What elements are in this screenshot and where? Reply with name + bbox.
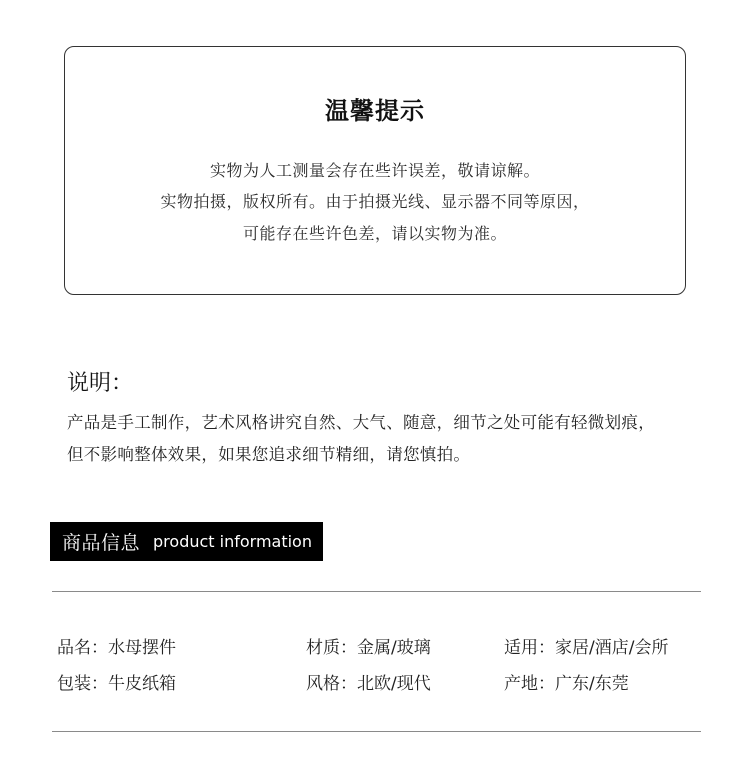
spec-origin: 产地：广东/东莞	[504, 674, 629, 694]
product-info-title-cn: 商品信息	[62, 532, 141, 554]
divider-bottom	[52, 731, 701, 732]
spec-name: 品名：水母摆件	[57, 638, 176, 658]
notice-line-3: 可能存在些许色差，请以实物为准。	[242, 224, 507, 243]
divider-top	[52, 591, 701, 592]
product-info-title-en: product information	[153, 532, 312, 551]
notice-line-2: 实物拍摄，版权所有。由于拍摄光线、显示器不同等原因，	[160, 192, 590, 211]
notice-box	[64, 46, 686, 295]
spec-material: 材质：金属/玻璃	[306, 638, 431, 658]
description-heading: 说明：	[67, 371, 134, 396]
product-info-banner	[50, 522, 323, 561]
spec-usage: 适用：家居/酒店/会所	[504, 638, 669, 658]
notice-line-1: 实物为人工测量会存在些许误差，敬请谅解。	[209, 161, 540, 180]
description-line-2: 但不影响整体效果，如果您追求细节精细，请您慎拍。	[67, 445, 471, 464]
notice-title: 温馨提示	[325, 97, 425, 125]
description-line-1: 产品是手工制作，艺术风格讲究自然、大气、随意，细节之处可能有轻微划痕，	[67, 413, 655, 432]
spec-packaging: 包装：牛皮纸箱	[57, 674, 176, 694]
spec-style: 风格：北欧/现代	[306, 674, 431, 694]
